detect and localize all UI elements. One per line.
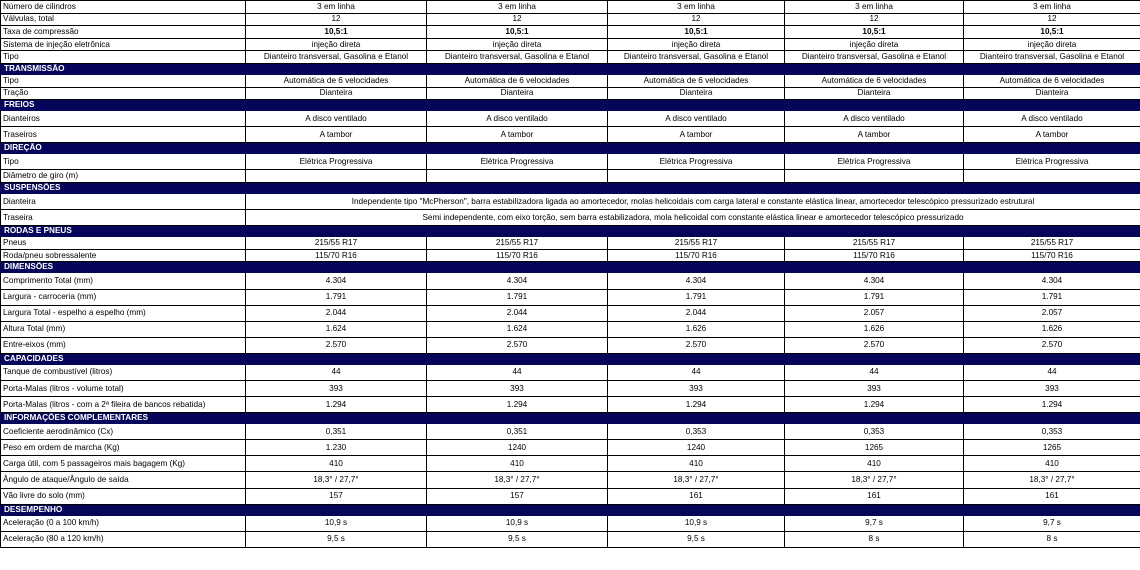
spec-value: 1240 <box>427 440 608 456</box>
spec-value: A tambor <box>246 127 427 143</box>
spec-row <box>1 273 1140 289</box>
spec-label: Porta-Malas (litros - volume total) <box>1 380 246 396</box>
spec-label: Largura Total - espelho a espelho (mm) <box>1 305 246 321</box>
spec-value: 1.791 <box>964 289 1140 305</box>
spec-row <box>1 515 1140 531</box>
spec-value: 410 <box>427 456 608 472</box>
spec-value: 2.570 <box>608 337 785 353</box>
spec-value: Elétrica Progressiva <box>246 154 427 170</box>
spec-value: 115/70 R16 <box>785 249 964 262</box>
spec-value: 157 <box>246 488 427 504</box>
spec-row <box>1 305 1140 321</box>
spec-value: 1.626 <box>608 321 785 337</box>
spec-value: 3 em linha <box>608 1 785 14</box>
spec-value: 9,7 s <box>785 515 964 531</box>
spec-value: Dianteiro transversal, Gasolina e Etanol <box>246 51 427 64</box>
spec-value: 10,5:1 <box>608 26 785 39</box>
spec-label: Traseiros <box>1 127 246 143</box>
spec-label: Tração <box>1 87 246 100</box>
spec-value: injeção direta <box>785 38 964 51</box>
spec-value: 393 <box>427 380 608 396</box>
spec-value: 1.626 <box>964 321 1140 337</box>
spec-row <box>1 87 1140 100</box>
spec-value: 9,5 s <box>427 531 608 547</box>
spec-value: Dianteira <box>785 87 964 100</box>
spec-value: A tambor <box>785 127 964 143</box>
spec-value: 1.624 <box>246 321 427 337</box>
spec-value: 10,9 s <box>427 515 608 531</box>
spec-value: 9,5 s <box>246 531 427 547</box>
spec-value-merged: Semi independente, com eixo torção, sem barra estabilizadora, mola helicoidal com constante elástica linear e amortecedor telescópico pressurizado <box>246 210 1140 226</box>
spec-value: 12 <box>964 13 1140 26</box>
spec-value: 2.044 <box>427 305 608 321</box>
spec-value: 18,3° / 27,7° <box>608 472 785 488</box>
spec-value: A tambor <box>427 127 608 143</box>
spec-value <box>964 170 1140 183</box>
spec-label: Tipo <box>1 74 246 87</box>
spec-value: 215/55 R17 <box>246 237 427 250</box>
spec-value: 9,5 s <box>608 531 785 547</box>
spec-value: Dianteiro transversal, Gasolina e Etanol <box>608 51 785 64</box>
spec-value: 0,351 <box>246 424 427 440</box>
spec-value: A disco ventilado <box>964 111 1140 127</box>
spec-value: 1.791 <box>785 289 964 305</box>
spec-value: Dianteiro transversal, Gasolina e Etanol <box>785 51 964 64</box>
spec-value: Automática de 6 velocidades <box>608 74 785 87</box>
spec-value: 1265 <box>964 440 1140 456</box>
spec-value: A tambor <box>964 127 1140 143</box>
spec-row <box>1 170 1140 183</box>
spec-label: Porta-Malas (litros - com a 2ª fileira de bancos rebatida) <box>1 397 246 413</box>
spec-value: 12 <box>608 13 785 26</box>
spec-value: 393 <box>964 380 1140 396</box>
spec-value: 215/55 R17 <box>427 237 608 250</box>
section-title: CAPACIDADES <box>1 353 1140 364</box>
spec-value: Dianteira <box>608 87 785 100</box>
spec-label: Comprimento Total (mm) <box>1 273 246 289</box>
spec-value: 8 s <box>964 531 1140 547</box>
spec-label: Peso em ordem de marcha (Kg) <box>1 440 246 456</box>
spec-label: Tanque de combustível (litros) <box>1 364 246 380</box>
spec-value <box>785 170 964 183</box>
spec-row <box>1 531 1140 547</box>
spec-label: Roda/pneu sobressalente <box>1 249 246 262</box>
spec-row <box>1 74 1140 87</box>
spec-row <box>1 289 1140 305</box>
spec-row <box>1 249 1140 262</box>
spec-value-merged: Independente tipo "McPherson", barra estabilizadora ligada ao amortecedor, molas helicoidais com carga lateral e constante elástica linear, amortecedor telescópico pressurizado estrutural <box>246 194 1140 210</box>
spec-row <box>1 380 1140 396</box>
spec-value: 12 <box>246 13 427 26</box>
spec-row <box>1 364 1140 380</box>
spec-row <box>1 127 1140 143</box>
spec-value: A disco ventilado <box>785 111 964 127</box>
spec-value: A disco ventilado <box>608 111 785 127</box>
section-header-row <box>1 226 1140 237</box>
spec-value: Elétrica Progressiva <box>785 154 964 170</box>
spec-value: 10,9 s <box>608 515 785 531</box>
spec-value: 3 em linha <box>427 1 608 14</box>
spec-value: 18,3° / 27,7° <box>964 472 1140 488</box>
spec-value: 1265 <box>785 440 964 456</box>
spec-label: Número de cilindros <box>1 1 246 14</box>
spec-value: 18,3° / 27,7° <box>785 472 964 488</box>
spec-value: 10,5:1 <box>964 26 1140 39</box>
spec-value: A disco ventilado <box>246 111 427 127</box>
section-title: DESEMPENHO <box>1 504 1140 515</box>
spec-value: 393 <box>608 380 785 396</box>
spec-value: 8 s <box>785 531 964 547</box>
spec-value: Elétrica Progressiva <box>964 154 1140 170</box>
spec-value: 3 em linha <box>246 1 427 14</box>
spec-value: 44 <box>785 364 964 380</box>
spec-value: 18,3° / 27,7° <box>427 472 608 488</box>
spec-value: 115/70 R16 <box>246 249 427 262</box>
spec-value: 44 <box>246 364 427 380</box>
spec-value: 215/55 R17 <box>785 237 964 250</box>
spec-value: 115/70 R16 <box>964 249 1140 262</box>
spec-value: 161 <box>964 488 1140 504</box>
spec-label: Sistema de injeção eletrônica <box>1 38 246 51</box>
spec-value: Dianteiro transversal, Gasolina e Etanol <box>427 51 608 64</box>
spec-label: Aceleração (0 a 100 km/h) <box>1 515 246 531</box>
spec-label: Ângulo de ataque/Ângulo de saída <box>1 472 246 488</box>
spec-value: 1240 <box>608 440 785 456</box>
spec-value: 0,353 <box>964 424 1140 440</box>
spec-value: 3 em linha <box>785 1 964 14</box>
spec-value: injeção direta <box>964 38 1140 51</box>
spec-value: 1.294 <box>608 397 785 413</box>
spec-row <box>1 1 1140 14</box>
spec-value: 215/55 R17 <box>608 237 785 250</box>
spec-label: Dianteiros <box>1 111 246 127</box>
spec-row <box>1 472 1140 488</box>
spec-value: 12 <box>785 13 964 26</box>
spec-row <box>1 210 1140 226</box>
section-header-row <box>1 353 1140 364</box>
spec-value: 410 <box>608 456 785 472</box>
spec-value: 2.057 <box>785 305 964 321</box>
spec-value: 4.304 <box>427 273 608 289</box>
spec-value: Automática de 6 velocidades <box>427 74 608 87</box>
spec-value: 0,351 <box>427 424 608 440</box>
spec-value: 1.294 <box>246 397 427 413</box>
spec-value: A tambor <box>608 127 785 143</box>
spec-value: Dianteira <box>246 87 427 100</box>
spec-row <box>1 13 1140 26</box>
spec-label: Vão livre do solo (mm) <box>1 488 246 504</box>
spec-row <box>1 26 1140 39</box>
spec-label: Carga útil, com 5 passageiros mais bagagem (Kg) <box>1 456 246 472</box>
spec-label: Dianteira <box>1 194 246 210</box>
spec-row <box>1 321 1140 337</box>
spec-value: 161 <box>785 488 964 504</box>
spec-value: Automática de 6 velocidades <box>964 74 1140 87</box>
spec-value: 2.570 <box>246 337 427 353</box>
spec-row <box>1 51 1140 64</box>
spec-label: Largura - carroceria (mm) <box>1 289 246 305</box>
spec-row <box>1 38 1140 51</box>
spec-value: Automática de 6 velocidades <box>246 74 427 87</box>
spec-value: 44 <box>608 364 785 380</box>
spec-value: 0,353 <box>785 424 964 440</box>
spec-value: 2.044 <box>608 305 785 321</box>
spec-value: 2.570 <box>427 337 608 353</box>
spec-value: 1.791 <box>427 289 608 305</box>
spec-value: 4.304 <box>964 273 1140 289</box>
spec-value: A disco ventilado <box>427 111 608 127</box>
spec-value: 10,5:1 <box>246 26 427 39</box>
spec-value: 1.294 <box>964 397 1140 413</box>
spec-row <box>1 154 1140 170</box>
spec-label: Tipo <box>1 154 246 170</box>
spec-value: 410 <box>964 456 1140 472</box>
spec-value: 4.304 <box>608 273 785 289</box>
spec-value: 44 <box>964 364 1140 380</box>
spec-label: Aceleração (80 a 120 km/h) <box>1 531 246 547</box>
spec-value: 9,7 s <box>964 515 1140 531</box>
spec-value: Dianteira <box>964 87 1140 100</box>
spec-row <box>1 440 1140 456</box>
section-header-row <box>1 63 1140 74</box>
spec-row <box>1 488 1140 504</box>
spec-value: 12 <box>427 13 608 26</box>
spec-row <box>1 397 1140 413</box>
section-header-row <box>1 262 1140 273</box>
spec-value: 215/55 R17 <box>964 237 1140 250</box>
section-title: TRANSMISSÃO <box>1 63 1140 74</box>
spec-value: 10,5:1 <box>427 26 608 39</box>
spec-value <box>427 170 608 183</box>
spec-value: 410 <box>785 456 964 472</box>
spec-value: Dianteiro transversal, Gasolina e Etanol <box>964 51 1140 64</box>
spec-row <box>1 111 1140 127</box>
spec-value: 3 em linha <box>964 1 1140 14</box>
section-header-row <box>1 183 1140 194</box>
spec-label: Entre-eixos (mm) <box>1 337 246 353</box>
spec-value: Elétrica Progressiva <box>608 154 785 170</box>
spec-value: Elétrica Progressiva <box>427 154 608 170</box>
spec-value: 44 <box>427 364 608 380</box>
spec-value: 1.624 <box>427 321 608 337</box>
spec-value: 4.304 <box>246 273 427 289</box>
specifications-body <box>1 1 1140 548</box>
spec-value: 115/70 R16 <box>427 249 608 262</box>
spec-value <box>608 170 785 183</box>
spec-value: 1.791 <box>608 289 785 305</box>
spec-label: Coeficiente aerodinâmico (Cx) <box>1 424 246 440</box>
spec-value: 2.057 <box>964 305 1140 321</box>
spec-value: 1.294 <box>427 397 608 413</box>
spec-value: 1.626 <box>785 321 964 337</box>
section-title: FREIOS <box>1 100 1140 111</box>
section-header-row <box>1 413 1140 424</box>
section-header-row <box>1 100 1140 111</box>
spec-value: 4.304 <box>785 273 964 289</box>
spec-value: Dianteira <box>427 87 608 100</box>
section-header-row <box>1 143 1140 154</box>
spec-value: 410 <box>246 456 427 472</box>
spec-row <box>1 337 1140 353</box>
spec-value: 10,9 s <box>246 515 427 531</box>
section-title: SUSPENSÕES <box>1 183 1140 194</box>
section-title: RODAS E PNEUS <box>1 226 1140 237</box>
spec-value: 0,353 <box>608 424 785 440</box>
spec-label: Válvulas, total <box>1 13 246 26</box>
spec-label: Tipo <box>1 51 246 64</box>
spec-value: 10,5:1 <box>785 26 964 39</box>
section-title: DIREÇÃO <box>1 143 1140 154</box>
section-title: INFORMAÇÕES COMPLEMENTARES <box>1 413 1140 424</box>
spec-label: Altura Total (mm) <box>1 321 246 337</box>
spec-row <box>1 194 1140 210</box>
spec-value: 161 <box>608 488 785 504</box>
section-title: DIMENSÕES <box>1 262 1140 273</box>
spec-label: Pneus <box>1 237 246 250</box>
spec-row <box>1 237 1140 250</box>
spec-value: 2.570 <box>785 337 964 353</box>
spec-value: injeção direta <box>427 38 608 51</box>
spec-value: Automática de 6 velocidades <box>785 74 964 87</box>
spec-value: 2.044 <box>246 305 427 321</box>
spec-value: injeção direta <box>246 38 427 51</box>
spec-value: 393 <box>785 380 964 396</box>
spec-label: Traseira <box>1 210 246 226</box>
spec-label: Taxa de compressão <box>1 26 246 39</box>
spec-row <box>1 456 1140 472</box>
spec-value: injeção direta <box>608 38 785 51</box>
spec-value: 157 <box>427 488 608 504</box>
spec-value <box>246 170 427 183</box>
spec-value: 1.791 <box>246 289 427 305</box>
spec-value: 393 <box>246 380 427 396</box>
spec-label: Diâmetro de giro (m) <box>1 170 246 183</box>
spec-value: 1.294 <box>785 397 964 413</box>
spec-row <box>1 424 1140 440</box>
spec-value: 18,3° / 27,7° <box>246 472 427 488</box>
spec-value: 1.230 <box>246 440 427 456</box>
spec-value: 115/70 R16 <box>608 249 785 262</box>
spec-value: 2.570 <box>964 337 1140 353</box>
section-header-row <box>1 504 1140 515</box>
